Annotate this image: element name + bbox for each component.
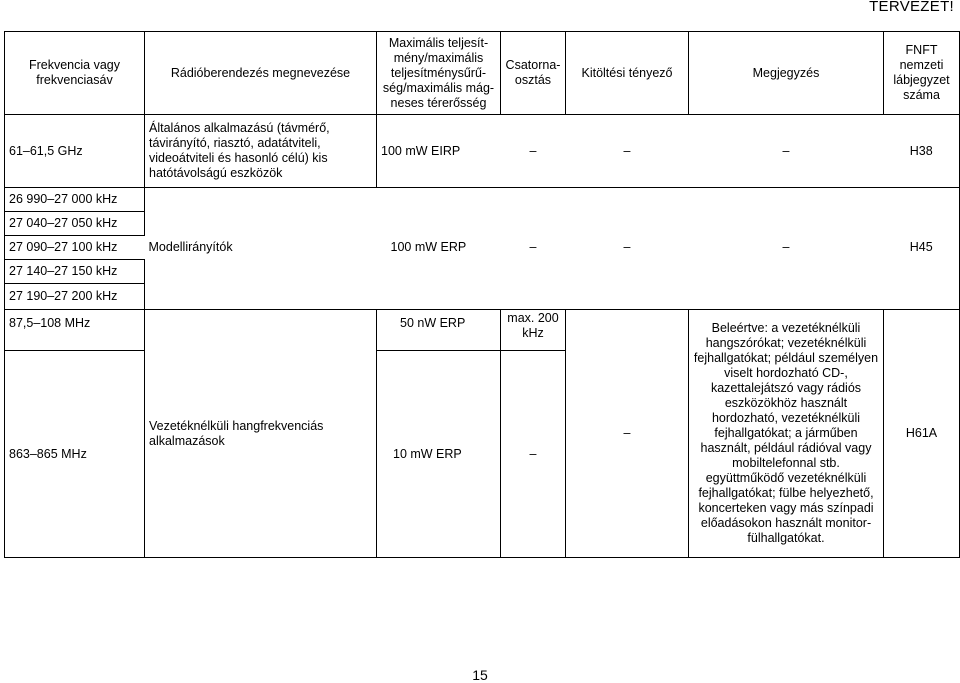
row3-freq-2: 863–865 MHz [5, 351, 145, 558]
table-row [5, 212, 960, 236]
header-power: Maximális teljesít-mény/maximális teljesítménysűrű-ség/maximális mág-neses térerősség [377, 32, 501, 115]
row3-freq-1: 87,5–108 MHz [5, 310, 145, 351]
header-device: Rádióberendezés megnevezése [145, 32, 377, 115]
table-row [5, 310, 960, 351]
header-freq: Frekvencia vagy frekvenciasáv [5, 32, 145, 115]
row3-device: Vezetéknélküli hangfrekvenciás alkalmazások [145, 310, 377, 558]
table-row [5, 284, 960, 310]
frequency-table [4, 31, 960, 558]
row1-notes: – [689, 115, 884, 188]
row3-power-1: 50 nW ERP [377, 310, 501, 351]
header-row [5, 32, 960, 115]
row2-device: Modellirányítók [148, 240, 233, 254]
row3-notes: Beleértve: a vezetéknélküli hangszórókat; vezetéknélküli fejhallgatókat; például személyen viselt hordozható CD-, kazettalejátszó vagy rádiós eszközökhöz használt hordozható, vezetéknélküli fejhallgatókat; a járműben használt, például rádióval vagy mobiltelefonnal stb. együttműködő vezetéknélküli fejhallgatókat; fülbe helyezhető, koncerteken vagy más színpadi előadásokon használt monitor-fülhallgatókat. [689, 310, 884, 558]
table-row [5, 236, 960, 260]
row2-fnft: H45 [884, 236, 960, 260]
row1-fnft: H38 [884, 115, 960, 188]
table-row [5, 115, 960, 188]
page-number: 15 [472, 667, 488, 683]
row2-freq-5: 27 190–27 200 kHz [5, 284, 145, 310]
row3-fnft: H61A [884, 310, 960, 558]
row2-freq-1: 26 990–27 000 kHz [5, 188, 145, 212]
row3-channel-2: – [501, 351, 566, 558]
row2-freq-2: 27 040–27 050 kHz [5, 212, 145, 236]
row3-duty: – [566, 310, 689, 558]
row2-channel: – [529, 240, 537, 254]
row2-duty: – [623, 240, 631, 254]
header-channel: Csatorna-osztás [501, 32, 566, 115]
row2-freq-3: 27 090–27 100 kHz [5, 236, 145, 260]
table-row [5, 260, 960, 284]
row2-power: 100 mW ERP [390, 240, 467, 254]
row1-power: 100 mW EIRP [377, 115, 501, 188]
draft-label: TERVEZET! [869, 0, 954, 15]
header-fnft: FNFT nemzeti lábjegyzet száma [884, 32, 960, 115]
header-notes: Megjegyzés [689, 32, 884, 115]
row1-duty: – [566, 115, 689, 188]
header-duty: Kitöltési tényező [566, 32, 689, 115]
row3-power-2: 10 mW ERP [377, 351, 501, 558]
row2-freq-4: 27 140–27 150 kHz [5, 260, 145, 284]
row3-channel-1: max. 200 kHz [501, 310, 566, 351]
table-row [5, 188, 960, 212]
row1-device: Általános alkalmazású (távmérő, távirányító, riasztó, adatátviteli, videoátviteli és hasonló célú) kis hatótávolságú eszközök [145, 115, 377, 188]
row1-freq: 61–61,5 GHz [5, 115, 145, 188]
row2-notes: – [782, 240, 790, 254]
row1-channel: – [501, 115, 566, 188]
